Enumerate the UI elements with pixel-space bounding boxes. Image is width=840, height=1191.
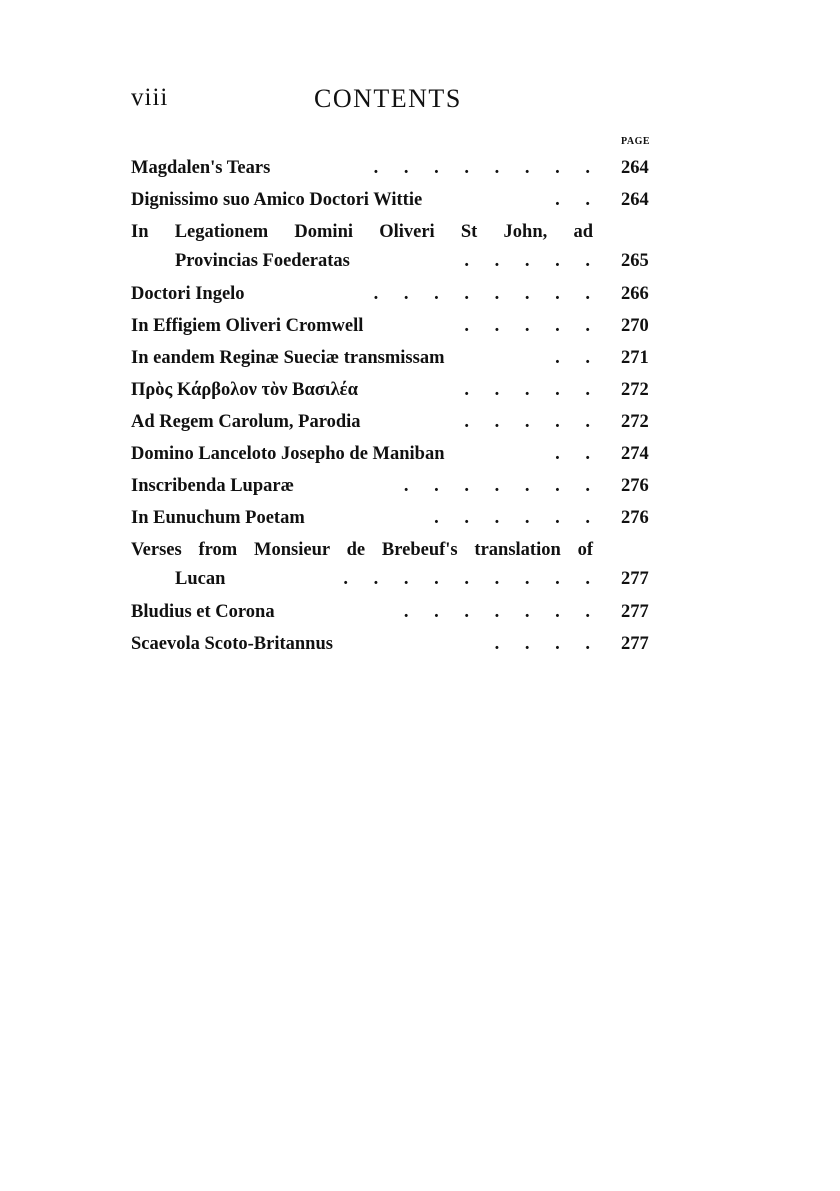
toc-entry-title-line2: Lucan <box>175 569 226 589</box>
toc-entry-title-line1: In Legationem Domini Oliveri St John, ad <box>131 222 593 242</box>
toc-entry <box>131 342 665 374</box>
toc-entry-page: 266 <box>621 284 649 304</box>
toc-entry <box>131 184 665 216</box>
dot-leader: . . <box>555 348 590 368</box>
toc-entry-page: 277 <box>621 634 649 654</box>
toc-entry-title: Inscribenda Luparæ <box>131 476 294 496</box>
toc-entry-title: Doctori Ingelo <box>131 284 245 304</box>
dot-leader: . . . . . . . . <box>373 158 590 178</box>
toc-entry <box>131 216 665 278</box>
dot-leader: . . . . . <box>464 251 590 271</box>
toc-entry-page: 264 <box>621 190 649 210</box>
dot-leader: . . . . . <box>464 316 590 336</box>
page-number: viii <box>131 84 169 111</box>
toc-entry-title-line1: Verses from Monsieur de Brebeuf's translation of <box>131 540 593 560</box>
page-column-label: PAGE <box>621 136 651 147</box>
toc-entry <box>131 310 665 342</box>
toc-entry-page: 271 <box>621 348 649 368</box>
toc-entry <box>131 374 665 406</box>
dot-leader: . . . . . . <box>434 508 590 528</box>
toc-entry-page: 270 <box>621 316 649 336</box>
toc-entry-page: 276 <box>621 476 649 496</box>
toc-entry <box>131 470 665 502</box>
toc-entry-title: In Eunuchum Poetam <box>131 508 305 528</box>
toc-entry <box>131 278 665 310</box>
dot-leader: . . . . . <box>464 380 590 400</box>
toc-entry-page: 274 <box>621 444 649 464</box>
dot-leader: . . . . . . . . <box>373 284 590 304</box>
toc-entry-title: Scaevola Scoto-Britannus <box>131 634 333 654</box>
toc-entry-page: 272 <box>621 380 649 400</box>
toc-entry-title: In Effigiem Oliveri Cromwell <box>131 316 364 336</box>
toc-entry-page: 276 <box>621 508 649 528</box>
toc-entry-page: 277 <box>621 569 649 589</box>
toc-entry-title: Bludius et Corona <box>131 602 275 622</box>
dot-leader: . . . . . <box>464 412 590 432</box>
toc-entry-title: Dignissimo suo Amico Doctori Wittie <box>131 190 423 210</box>
toc-entry-title: Πρὸς Κάρβολον τὸν Βασιλέα <box>131 380 358 400</box>
toc-entry <box>131 534 665 596</box>
toc-entry <box>131 596 665 628</box>
toc-entry <box>131 152 665 184</box>
toc-entry-page: 277 <box>621 602 649 622</box>
dot-leader: . . . . . . . <box>403 476 590 496</box>
dot-leader: . . <box>555 444 590 464</box>
toc-entry <box>131 406 665 438</box>
toc-entry-title: Domino Lanceloto Josepho de Maniban <box>131 444 445 464</box>
dot-leader: . . . . <box>494 634 590 654</box>
toc-entry <box>131 628 665 660</box>
toc-entry-title-line2: Provincias Foederatas <box>175 251 350 271</box>
toc-entry-title: Ad Regem Carolum, Parodia <box>131 412 361 432</box>
dot-leader: . . . . . . . . . <box>343 569 590 589</box>
toc-entry <box>131 502 665 534</box>
toc-entry-title: In eandem Reginæ Sueciæ transmissam <box>131 348 445 368</box>
toc-entry-title: Magdalen's Tears <box>131 158 271 178</box>
toc-entry-page: 264 <box>621 158 649 178</box>
toc-entry <box>131 438 665 470</box>
toc-entry-page: 265 <box>621 251 649 271</box>
dot-leader: . . . . . . . <box>403 602 590 622</box>
toc-entry-page: 272 <box>621 412 649 432</box>
dot-leader: . . <box>555 190 590 210</box>
table-of-contents <box>131 152 665 660</box>
page-title: CONTENTS <box>314 84 462 113</box>
